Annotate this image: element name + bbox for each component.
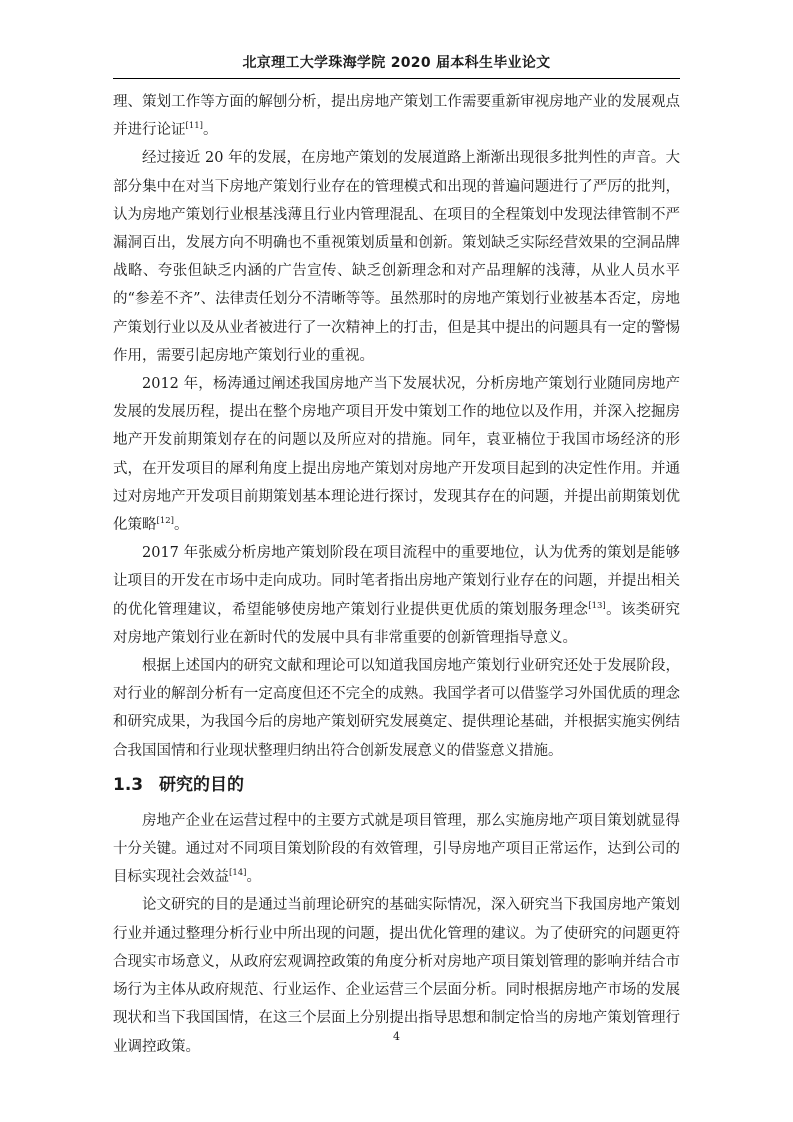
page-body bbox=[113, 88, 680, 1061]
paragraph: 2012 年，杨涛通过阐述我国房地产当下发展状况，分析房地产策划行业随同房地产发展的发展历程，提出在整个房地产项目开发中策划工作的地位以及作用，并深入挖掘房地产开发前期策划存在的问题以及所应对的措施。同年，袁亚楠位于我国市场经济的形式，在开发项目的犀利角度上提出房地产策划对房地产开发项目起到的决定性作用。并通过对房地产开发项目前期策划基本理论进行探讨，发现其存在的问题，并提出前期策划优化策略[12]。 bbox=[113, 376, 680, 534]
section-title: 研究的目的 bbox=[159, 774, 244, 795]
section-heading bbox=[113, 771, 680, 799]
paragraph: 2017 年张威分析房地产策划阶段在项目流程中的重要地位，认为优秀的策划是能够让项目的开发在市场中走向成功。同时笔者指出房地产策划行业存在的问题，并提出相关的优化管理建议，希望能够使房地产策划行业提供更优质的策划服务理念[13]。该类研究对房地产策划行业在新时代的发展中具有非常重要的创新管理指导意义。 bbox=[113, 545, 680, 646]
section-number: 1.3 bbox=[113, 774, 144, 795]
citation: [14] bbox=[229, 868, 247, 879]
paragraph: 论文研究的目的是通过当前理论研究的基础实际情况，深入研究当下我国房地产策划行业并通过整理分析行业中所出现的问题，提出优化管理的建议。为了使研究的问题更符合现实市场意义，从政府宏观调控政策的角度分析对房地产项目策划管理的影响并结合市场行为主体从政府规范、行业运作、企业运营三个层面分析。同时根据房地产市场的发展现状和当下我国国情，在这三个层面上分别提出指导思想和制定恰当的房地产策划管理行业调控政策。 bbox=[113, 897, 680, 1055]
paragraph-continuation: 理、策划工作等方面的解刨分析，提出房地产策划工作需要重新审视房地产业的发展观点并进行论证[11]。 bbox=[113, 94, 680, 139]
paragraph: 经过接近 20 年的发展，在房地产策划的发展道路上渐渐出现很多批判性的声音。大部分集中在对当下房地产策划行业存在的管理模式和出现的普遍问题进行了严厉的批判，认为房地产策划行业根基浅薄且行业内管理混乱、在项目的全程策划中发现法律管制不严漏洞百出，发展方向不明确也不重视策划质量和创新。策划缺乏实际经营效果的空洞品牌战略、夸张但缺乏内涵的广告宣传、缺乏创新理念和对产品理解的浅薄，从业人员水平的“参差不齐”、法律责任划分不清晰等等。虽然那时的房地产策划行业被基本否定，房地产策划行业以及从业者被进行了一次精神上的打击，但是其中提出的问题具有一定的警惕作用，需要引起房地产策划行业的重视。 bbox=[113, 150, 680, 364]
citation: [13] bbox=[588, 600, 606, 611]
citation: [12] bbox=[156, 516, 174, 527]
paragraph: 根据上述国内的研究文献和理论可以知道我国房地产策划行业研究还处于发展阶段，对行业的解剖分析有一定高度但还不完全的成熟。我国学者可以借鉴学习外国优质的理念和研究成果，为我国今后的房地产策划研究发展奠定、提供理论基础，并根据实施实例结合我国国情和行业现状整理归纳出符合创新发展意义的借鉴意义措施。 bbox=[113, 658, 680, 759]
paragraph: 房地产企业在运营过程中的主要方式就是项目管理，那么实施房地产项目策划就显得十分关键。通过对不同项目策划阶段的有效管理，引导房地产项目正常运作，达到公司的目标实现社会效益[14]。 bbox=[113, 812, 680, 886]
running-header: 北京理工大学珠海学院 2020 届本科生毕业论文 bbox=[242, 55, 551, 71]
page-number: 4 bbox=[393, 1030, 400, 1043]
header-rule bbox=[113, 78, 680, 79]
citation: [11] bbox=[185, 121, 203, 132]
